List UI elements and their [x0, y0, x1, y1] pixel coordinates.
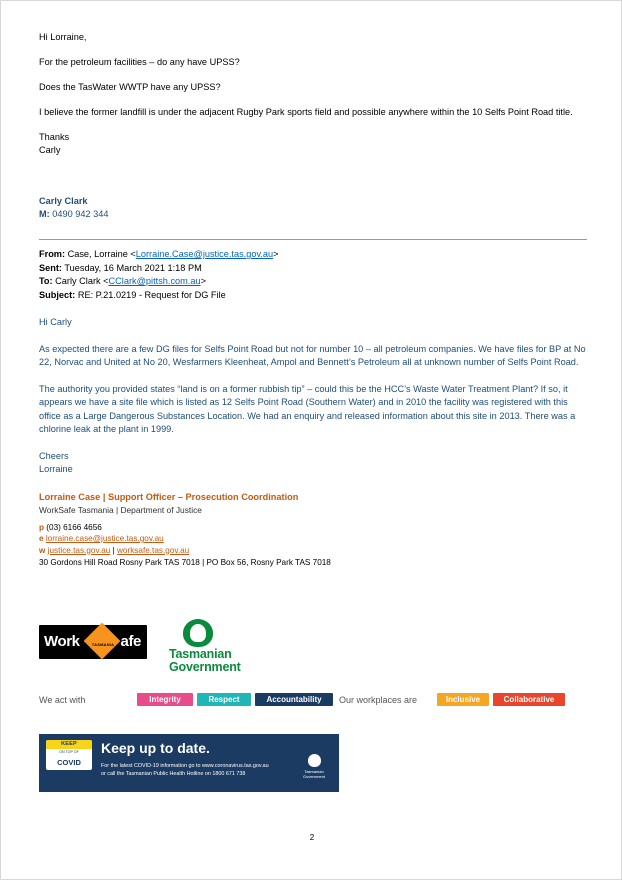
values-lead-text: We act with [39, 695, 86, 705]
quoted-paragraph-2: The authority you provided states “land is on a former rubbish tip” – could this be the HCC’s Waste Water Treatment Plant? If so, it appears we have a site file which is listed as 12 Selfs Point Road (Southern Water) and in 2010 the facility was registered with this office as a Large Dangerous Substances Location. We had an enquiry and released information about this site in 2013. There was a chlorine leak at the plant in 1999. [39, 383, 576, 434]
values-mid-text: Our workplaces are [339, 695, 418, 705]
covid-gov-logo [297, 754, 331, 779]
covid-sub-line-1: For the latest COVID-19 information go to www.coronavirus.tas.gov.au [101, 763, 269, 769]
covid-badge-icon [46, 740, 92, 770]
value-chip-integrity: Integrity [137, 693, 193, 706]
web-link-2[interactable]: worksafe.tas.gov.au [117, 545, 190, 555]
value-chip-inclusive: Inclusive [437, 693, 489, 706]
quoted-greeting: Hi Carly [39, 317, 72, 327]
quoted-signature-email [39, 533, 587, 545]
worksafe-diamond-shape [84, 623, 121, 660]
sender-name: Carly Clark [39, 196, 88, 206]
sender-signature [39, 195, 587, 221]
tasmanian-emblem-icon [183, 619, 213, 647]
header-from [39, 248, 587, 262]
covid-sub-line-2: or call the Tasmanian Public Health Hotline on 1800 671 738 [101, 771, 246, 777]
value-chip-collaborative: Collaborative [493, 693, 565, 706]
header-from-close: > [273, 249, 279, 259]
worksafe-logo [39, 625, 147, 659]
quoted-paragraph-1: As expected there are a few DG files for Selfs Point Road but not for number 10 – all petroleum companies. We have files for BP at No 22, Norvac and United at No 20, Wesfarmers Kleenheat, Ampol and Bennett’s Petroleum all at unknown number of Selfs Point Road. [39, 343, 586, 367]
header-to-value: Carly Clark < [55, 276, 109, 286]
header-divider [39, 239, 587, 240]
phone-key: p [39, 522, 45, 532]
tasgov-line-2: Government [169, 660, 241, 674]
header-from-value: Case, Lorraine < [67, 249, 136, 259]
worksafe-word-1: Work [44, 633, 80, 650]
quoted-email-body [39, 316, 587, 477]
message-greeting: Hi Lorraine, [39, 32, 87, 42]
worksafe-word-2: afe [120, 633, 141, 650]
value-chip-respect: Respect [197, 693, 251, 706]
header-to [39, 275, 587, 289]
quoted-signature-org: WorkSafe Tasmania | Department of Justice [39, 504, 202, 515]
phone-value: (03) 6166 4656 [46, 522, 102, 532]
covid-gov-line-1: Tasmanian [304, 769, 324, 774]
header-sent [39, 262, 587, 276]
sender-mobile-value: 0490 942 344 [52, 209, 109, 219]
quoted-signature-address: 30 Gordons Hill Road Rosny Park TAS 7018 | PO Box 56, Rosny Park TAS 7018 [39, 558, 331, 568]
header-from-email[interactable]: Lorraine.Case@justice.tas.gov.au [135, 249, 274, 259]
email-value[interactable]: lorraine.case@justice.tas.gov.au [45, 534, 164, 544]
quoted-signoff-1: Cheers [39, 450, 69, 461]
quoted-signoff-2: Lorraine [39, 464, 73, 474]
covid-gov-line-2: Government [302, 774, 325, 779]
covid-headline: Keep up to date. [101, 740, 210, 756]
message-signoff-2: Carly [39, 145, 61, 155]
header-sent-value: Tuesday, 16 March 2021 1:18 PM [64, 262, 202, 273]
message-paragraph-2: Does the TasWater WWTP have any UPSS? [39, 82, 221, 92]
email-content [39, 31, 587, 569]
message-signoff-1: Thanks [39, 132, 70, 142]
tasmanian-government-logo [169, 619, 279, 675]
quoted-signature-web [39, 545, 587, 557]
covid-gov-emblem-icon [308, 754, 321, 767]
header-to-email[interactable]: CClark@pittsh.com.au [108, 276, 201, 286]
quoted-signature-title: Lorraine Case | Support Officer – Prosecution Coordination [39, 491, 299, 502]
covid-badge-mid: ON TOP OF [59, 750, 79, 754]
tasgov-line-1: Tasmanian [169, 647, 232, 661]
web-key: w [39, 545, 46, 555]
quoted-email-header [39, 248, 587, 302]
header-subject-value: RE: P.21.0219 - Request for DG File [77, 289, 226, 300]
values-strip [39, 693, 587, 709]
header-subject [39, 289, 587, 303]
quoted-signature [39, 491, 587, 569]
covid-badge-top: KEEP [46, 740, 92, 749]
message-paragraph-1: For the petroleum facilities – do any have UPSS? [39, 57, 240, 67]
email-key: e [39, 534, 44, 544]
header-subject-label: Subject: [39, 289, 76, 300]
logo-row [39, 619, 587, 689]
value-chip-accountability: Accountability [255, 693, 333, 706]
page-number: 2 [309, 833, 315, 842]
sender-mobile [39, 208, 587, 221]
worksafe-diamond-label: TASMANIA [91, 642, 115, 647]
web-separator: | [112, 545, 115, 555]
header-sent-label: Sent: [39, 262, 62, 273]
message-block [39, 31, 587, 157]
quoted-signature-phone [39, 522, 587, 534]
covid-badge-main: COVID [57, 758, 81, 767]
web-link-1[interactable]: justice.tas.gov.au [47, 545, 111, 555]
message-paragraph-3: I believe the former landfill is under the adjacent Rugby Park sports field and possible anywhere within the 10 Selfs Point Road title. [39, 107, 573, 117]
covid-banner [39, 734, 339, 792]
header-to-label: To: [39, 276, 53, 286]
sender-mobile-label: M: [39, 209, 50, 219]
header-to-close: > [200, 276, 206, 286]
header-from-label: From: [39, 249, 66, 259]
